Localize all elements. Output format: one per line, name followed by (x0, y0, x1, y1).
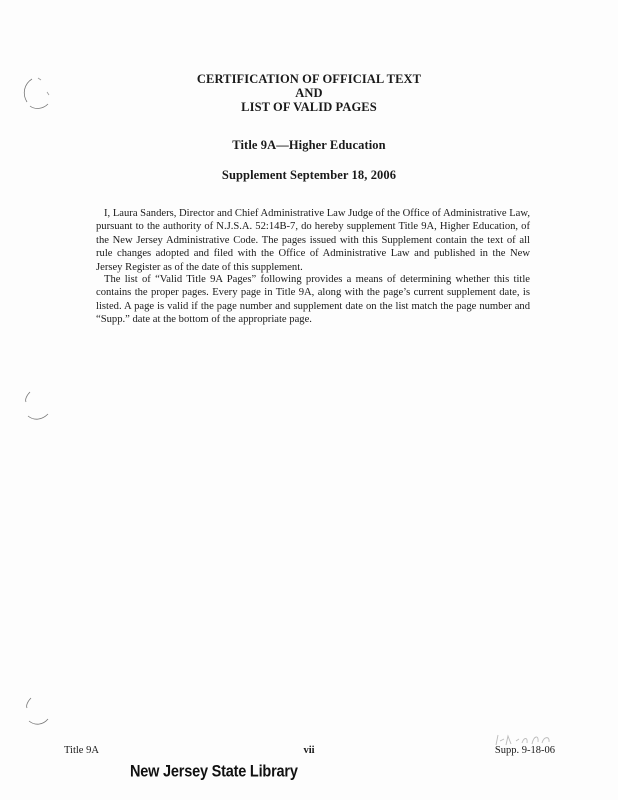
punch-hole-mark (18, 388, 52, 426)
footer-title: Title 9A (64, 745, 99, 756)
certification-paragraph: I, Laura Sanders, Director and Chief Administrative Law Judge of the Office of Administrative Law, pursuant to the authority of N.J.S.A. 52:14B-7, do hereby supplement Title 9A, Higher Education, of the New Jersey Administrative Code. The pages issued with this Supplement contain the text of all rule changes adopted and filed with the Office of Administrative Law and published in the New Jersey Register as of the date of this supplement. (96, 208, 530, 273)
certification-heading: CERTIFICATION OF OFFICIAL TEXT (196, 72, 422, 86)
supplement-date-heading: Supplement September 18, 2006 (221, 168, 397, 182)
valid-pages-paragraph: The list of “Valid Title 9A Pages” following provides a means of determining whether this title contains the proper pages. Every page in Title 9A, along with the page’s current supplement date, is listed. A page is valid if the page number and supplement date on the list match the page number and “Supp.” date at the bottom of the appropriate page. (96, 274, 530, 326)
valid-pages-heading: LIST OF VALID PAGES (241, 100, 377, 114)
certification-heading-and: AND (295, 86, 323, 100)
footer-supplement-date: Supp. 9-18-06 (494, 745, 555, 756)
punch-hole-mark (18, 694, 52, 732)
library-stamp: New Jersey State Library (130, 763, 298, 781)
title-heading: Title 9A—Higher Education (232, 138, 386, 152)
footer-page-number: vii (303, 745, 315, 756)
